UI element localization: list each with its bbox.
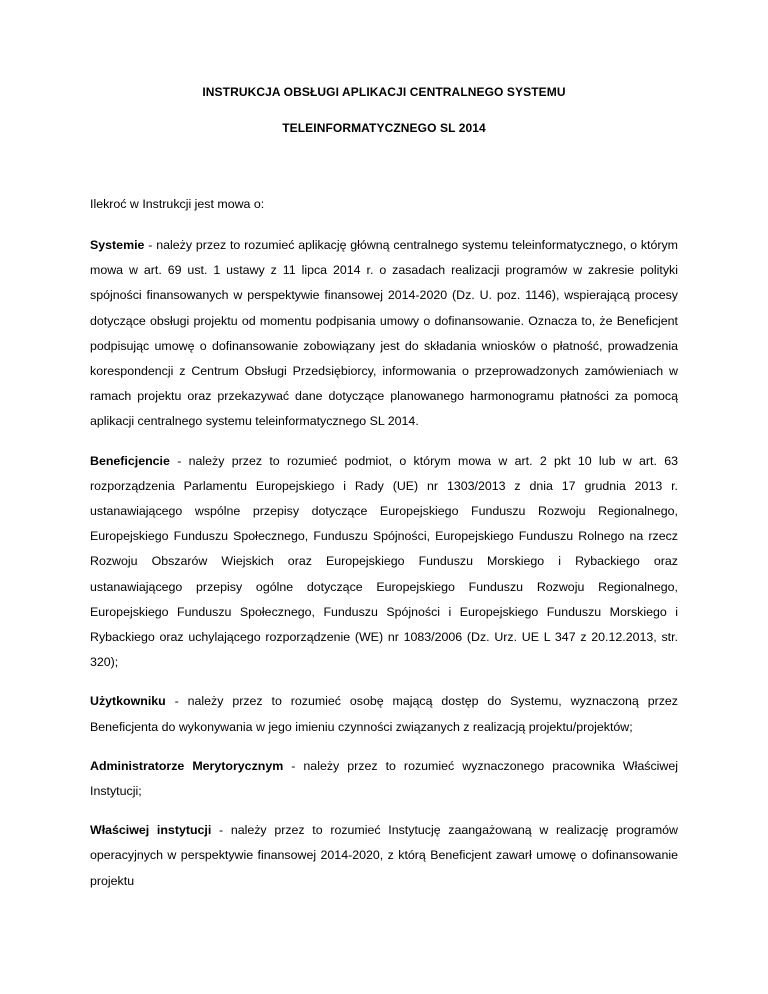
document-title-line-2: TELEINFORMATYCZNEGO SL 2014 bbox=[282, 121, 486, 135]
definition-wlasciwej-instytucji bbox=[90, 818, 678, 894]
definition-term: Beneficjencie bbox=[90, 453, 170, 468]
definition-uzytkowniku bbox=[90, 689, 678, 739]
intro-text: Ilekroć w Instrukcji jest mowa o: bbox=[90, 197, 265, 211]
definition-beneficjencie bbox=[90, 449, 678, 676]
definition-systemie bbox=[90, 233, 678, 435]
definition-text: - należy przez to rozumieć Instytucję zaangażowaną w realizację programów operacyjnych w perspektywie finansowej 2014-2020, z którą Beneficjent zawarł umowę o dofinansowanie projektu bbox=[90, 823, 678, 888]
definition-text: - należy przez to rozumieć podmiot, o którym mowa w art. 2 pkt 10 lub w art. 63 rozporządzenia Parlamentu Europejskiego i Rady (UE) nr 1303/2013 z dnia 17 grudnia 2013 r. ustanawiającego wspólne przepisy dotyczące Europejskiego Funduszu Rozwoju Regionalnego, Europejskiego Funduszu Społecznego, Funduszu Spójności, Europejskiego Funduszu Rolnego na rzecz Rozwoju Obszarów Wiejskich oraz Europejskiego Funduszu Morskiego i Rybackiego oraz ustanawiającego przepisy ogólne dotyczące Europejskiego Funduszu Rozwoju Regionalnego, Europejskiego Funduszu Społecznego, Funduszu Spójności i Europejskiego Funduszu Morskiego i Rybackiego oraz uchylającego rozporządzenie (WE) nr 1083/2006 (Dz. Urz. UE L 347 z 20.12.2013, str. 320); bbox=[90, 453, 678, 670]
definition-term: Administratorze Merytorycznym bbox=[90, 758, 284, 773]
definition-text: - należy przez to rozumieć aplikację główną centralnego systemu teleinformatycznego, o którym mowa w art. 69 ust. 1 ustawy z 11 lipca 2014 r. o zasadach realizacji programów w zakresie polityki spójności finansowanych w perspektywie finansowej 2014-2020 (Dz. U. poz. 1146), wspierającą procesy dotyczące obsługi projektu od momentu podpisania umowy o dofinansowanie. Oznacza to, że Beneficjent podpisując umowę o dofinansowanie zobowiązany jest do składania wniosków o płatność, prowadzenia korespondencji z Centrum Obsługi Przedsiębiorcy, informowania o przeprowadzonych zamówieniach w ramach projektu oraz przekazywać dane dotyczące planowanego harmonogramu płatności za pomocą aplikacji centralnego systemu teleinformatycznego SL 2014. bbox=[90, 238, 678, 429]
document-title-line-1: INSTRUKCJA OBSŁUGI APLIKACJI CENTRALNEGO SYSTEMU bbox=[202, 85, 566, 99]
definition-text: - należy przez to rozumieć osobę mającą dostęp do Systemu, wyznaczoną przez Beneficjenta do wykonywania w jego imieniu czynności związanych z realizacją projektu/projektów; bbox=[90, 694, 678, 734]
definition-text: - należy przez to rozumieć wyznaczonego pracownika Właściwej Instytucji; bbox=[90, 758, 678, 799]
definition-term: Użytkowniku bbox=[90, 694, 166, 709]
definition-term: Systemie bbox=[90, 238, 145, 252]
definition-administratorze-merytorycznym bbox=[90, 754, 678, 804]
document-page bbox=[90, 83, 678, 894]
definition-term: Właściwej instytucji bbox=[90, 823, 212, 838]
